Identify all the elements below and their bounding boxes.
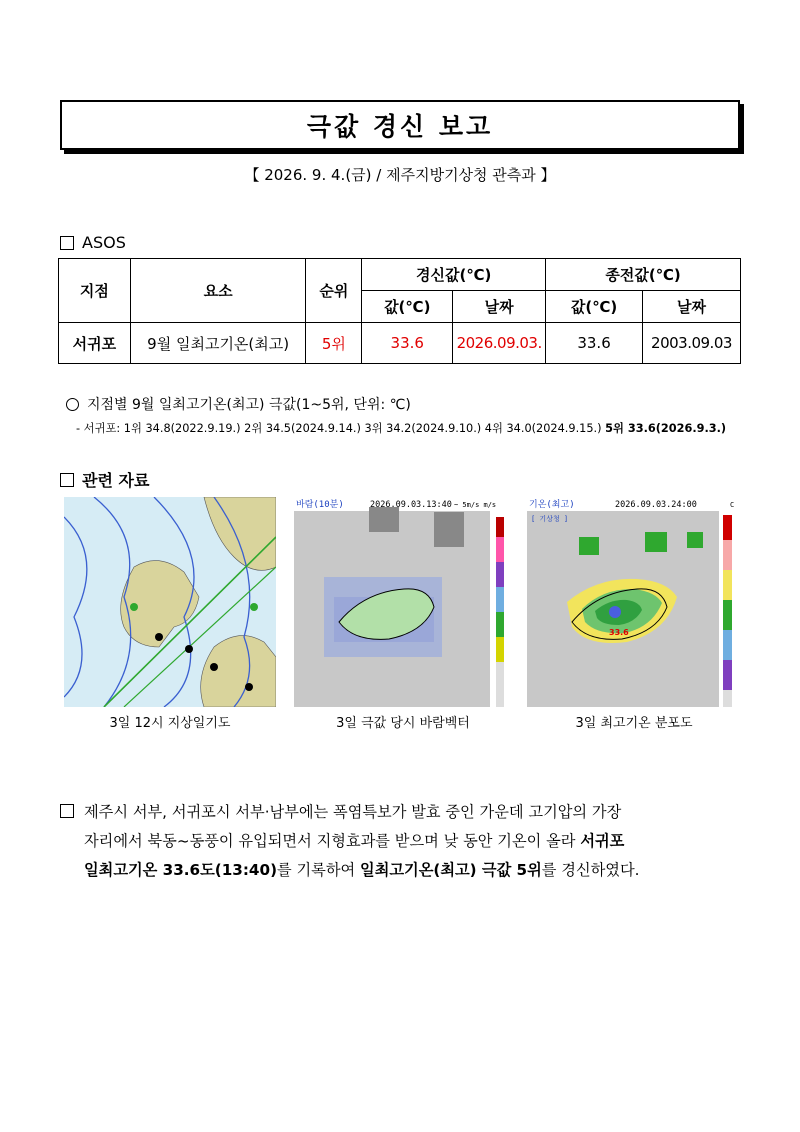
temp-map-sublabel: [ 기상청 ]	[531, 515, 569, 523]
figure-caption-wind-vector: 3일 극값 당시 바람벡터	[336, 716, 470, 731]
table-row	[59, 323, 741, 364]
header-rank: 순위	[306, 259, 362, 323]
summary-bold-rank: 일최고기온(최고) 극값 5위	[360, 861, 542, 879]
wind-map-unit: ~ 5m/s m/s	[454, 501, 497, 509]
subheader-prev-value: 값(℃)	[546, 291, 643, 323]
asos-section-heading	[60, 233, 126, 252]
header-prev-value: 종전값(℃)	[546, 259, 741, 291]
subheader-prev-date: 날짜	[642, 291, 740, 323]
ranking-detail	[76, 420, 726, 436]
summary-bold-temp: 일최고기온 33.6도(13:40)	[84, 861, 278, 879]
weather-map-icon	[64, 497, 276, 707]
wind-map-icon	[294, 497, 512, 707]
header-element: 요소	[130, 259, 306, 323]
checkbox-square-icon	[60, 804, 74, 818]
related-label: 관련 자료	[82, 471, 150, 490]
ranking-heading	[66, 394, 411, 414]
max-temperature-image	[527, 497, 741, 707]
summary-bold-station: 서귀포	[580, 832, 625, 850]
ranking-detail-highlight: 5위 33.6(2026.9.3.)	[605, 422, 727, 435]
circle-bullet-icon	[66, 398, 79, 411]
asos-table	[58, 258, 741, 364]
cell-element: 9월 일최고기온(최고)	[130, 323, 306, 364]
cell-new-value: 33.6	[362, 323, 453, 364]
checkbox-square-icon	[60, 473, 74, 487]
page-title: 극값 경신 보고	[306, 112, 494, 141]
summary-line-3	[60, 856, 750, 885]
temp-map-spot-value: 33.6	[609, 628, 629, 637]
summary-paragraph	[60, 798, 750, 885]
figure-caption-weather-chart: 3일 12시 지상일기도	[109, 716, 231, 731]
cell-new-date: 2026.09.03.	[453, 323, 546, 364]
header-new-value: 경신값(℃)	[362, 259, 546, 291]
subheader-new-value: 값(℃)	[362, 291, 453, 323]
surface-weather-chart-image	[64, 497, 276, 707]
related-section-heading	[60, 468, 149, 491]
table-header-row	[59, 259, 741, 291]
cell-rank: 5위	[306, 323, 362, 364]
ranking-heading-text: 지점별 9월 일최고기온(최고) 극값(1~5위, 단위: ℃)	[87, 397, 411, 413]
asos-label: ASOS	[82, 233, 126, 252]
temp-map-timestamp: 2026.09.03.24:00	[615, 500, 697, 510]
temperature-map-icon	[527, 497, 741, 707]
cell-prev-date: 2003.09.03	[642, 323, 740, 364]
title-box	[60, 100, 740, 150]
summary-line-1	[60, 798, 750, 827]
summary-text-1: 제주시 서부, 서귀포시 서부·남부에는 폭염특보가 발효 중인 가운데 고기압의 가장	[84, 803, 622, 821]
cell-station: 서귀포	[59, 323, 131, 364]
ranking-detail-prefix: - 서귀포: 1위 34.8(2022.9.19.) 2위 34.5(2024.9.14.) 3위 34.2(2024.9.10.) 4위 34.0(2024.9.15.)	[76, 422, 602, 435]
cell-prev-value: 33.6	[546, 323, 643, 364]
figure-caption-max-temperature: 3일 최고기온 분포도	[575, 716, 693, 731]
summary-line-2	[60, 827, 750, 856]
wind-map-label: 바람(10분)	[296, 500, 344, 510]
summary-text-3b: 를 경신하였다.	[541, 861, 640, 879]
header-station: 지점	[59, 259, 131, 323]
wind-map-timestamp: 2026.09.03.13:40	[370, 500, 452, 510]
subheader-new-date: 날짜	[453, 291, 546, 323]
summary-text-3a: 를 기록하여	[277, 861, 361, 879]
report-subtitle: 【 2026. 9. 4.(금) / 제주지방기상청 관측과 】	[244, 166, 556, 184]
temp-map-label: 기온(최고)	[529, 500, 575, 510]
wind-vector-image	[294, 497, 512, 707]
summary-text-2: 자리에서 북동~동풍이 유입되면서 지형효과를 받으며 낮 동안 기온이 올라	[84, 832, 581, 850]
checkbox-square-icon	[60, 236, 74, 250]
temp-map-unit: C	[730, 501, 735, 509]
